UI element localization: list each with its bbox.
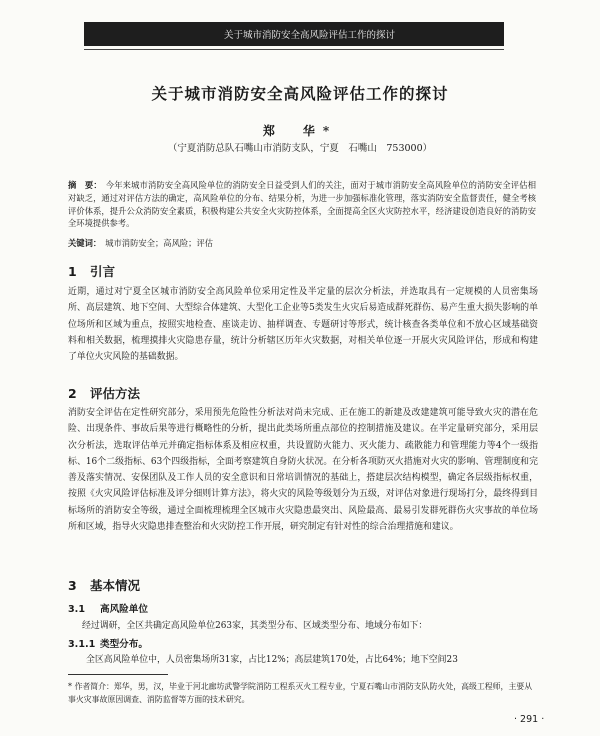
section-title: 引言 bbox=[90, 264, 116, 279]
keywords-label: 关键词： bbox=[68, 238, 102, 248]
author-name: 郑 华* bbox=[262, 124, 338, 138]
section-heading-2 bbox=[68, 384, 140, 402]
abstract-label: 摘 要： bbox=[68, 180, 102, 190]
section-heading-3 bbox=[68, 576, 140, 594]
abstract bbox=[68, 179, 536, 230]
running-header bbox=[84, 22, 504, 46]
subsection-title: 高风险单位 bbox=[100, 604, 148, 615]
page-number: · 291 · bbox=[514, 714, 545, 725]
section-number: 2 bbox=[68, 386, 77, 401]
section-heading-1 bbox=[68, 262, 115, 280]
section-title: 评估方法 bbox=[90, 386, 141, 401]
subsection-3-1-1-text: 全区高风险单位中，人员密集场所31家，占比12%；高层建筑170处，占比64%；地下空间23 bbox=[86, 655, 458, 665]
subsection-3-1-text: 经过调研，全区共确定高风险单位263家，其类型分布、区域类型分布、地域分布如下： bbox=[82, 621, 428, 631]
section-title: 基本情况 bbox=[90, 578, 141, 593]
subsection-heading-3-1 bbox=[68, 601, 148, 615]
abstract-text: 今年来城市消防安全高风险单位的消防安全日益受到人们的关注，面对于城市消防安全高风险单位的消防安全评估相对缺乏，通过对评估方法的确定，高风险单位的分布、结果分析，为进一步加强标准化管理，落实消防安全监督责任，健全考核评价体系，提升公众消防安全素质，积极构建公共安全火灾防控体系，全面提高全区火灾防控水平，经济建设创造良好的消防安全环境提供参考。 bbox=[68, 180, 536, 229]
header-rule bbox=[84, 49, 504, 50]
section-number: 1 bbox=[68, 264, 77, 279]
section-paragraph-1: 近期，通过对宁夏全区城市消防安全高风险单位采用定性及半定量的层次分析法，并选取具有一定规模的人员密集场所、高层建筑、地下空间、大型综合体建筑、大型化工企业等5类发生火灾后易造成群死群伤、易产生重大损失影响的单位场所和区域为重点，按照实地检查、座谈走访、抽样调查、专题研讨等形式，统计核查各类单位和不放心区域基础资料和相关数据，梳理摸排火灾隐患存量，统计分析辖区历年火灾数据，对相关单位逐一开展火灾风险评估，形成和构建了单位火灾风险的基础数据。 bbox=[68, 287, 538, 363]
footnote-rule bbox=[68, 674, 168, 675]
subsection-number: 3.1 bbox=[68, 604, 85, 615]
subsection-number: 3.1.1 bbox=[68, 639, 96, 650]
section-number: 3 bbox=[68, 578, 77, 593]
section-paragraph-2: 消防安全评估在定性研究部分，采用预先危险性分析法对尚未完成、正在施工的新建及改建建筑可能导致火灾的潜在危险、出现条件、事故后果等进行概略性的分析，提出此类场所重点部位的控制措施及建议。在半定量研究部分，采用层次分析法，选取评估单元并确定指标体系及相应权重，共设置防火能力、灭火能力、疏散能力和管理能力等4个一级指标、16个二级指标、63个四级指标，全面考察建筑自身防火状况。在分析各项防灭火措施对火灾的影响、管理制度和完善及落实情况、安保团队及工作人员的安全意识和日常培训情况的基础上，搭建层次结构模型，确定各层级指标权重，按照《火灾风险评估标准及评分细则计算方法》，将火灾的风险等级划分为五级，对评估对象进行现场打分，最终得到目标场所的消防安全等级，通过全面梳理梳理全区城市火灾隐患最突出、风险最高、最易引发群死群伤火灾事故的单位场所和区域，指导火灾隐患排查整治和火灾防控工作开展，研究制定有针对性的综合治理措施和建议。 bbox=[68, 408, 538, 533]
subsection-title: 类型分布。 bbox=[100, 639, 148, 650]
footnote: * 作者简介：郑华，男，汉，毕业于河北廊坊武警学院消防工程系灭火工程专业，宁夏石嘴山市消防支队防火处，高级工程师，主要从事火灾事故原因调查、消防监督等方面的技术研究。 bbox=[68, 682, 533, 704]
keywords-text: 城市消防安全；高风险；评估 bbox=[105, 238, 214, 248]
running-header-text: 关于城市消防安全高风险评估工作的探讨 bbox=[224, 30, 396, 41]
subsection-heading-3-1-1 bbox=[68, 636, 148, 650]
paper-title: 关于城市消防安全高风险评估工作的探讨 bbox=[151, 85, 449, 103]
affiliation: （宁夏消防总队石嘴山市消防支队，宁夏 石嘴山 753000） bbox=[167, 143, 433, 154]
keywords bbox=[68, 237, 536, 249]
